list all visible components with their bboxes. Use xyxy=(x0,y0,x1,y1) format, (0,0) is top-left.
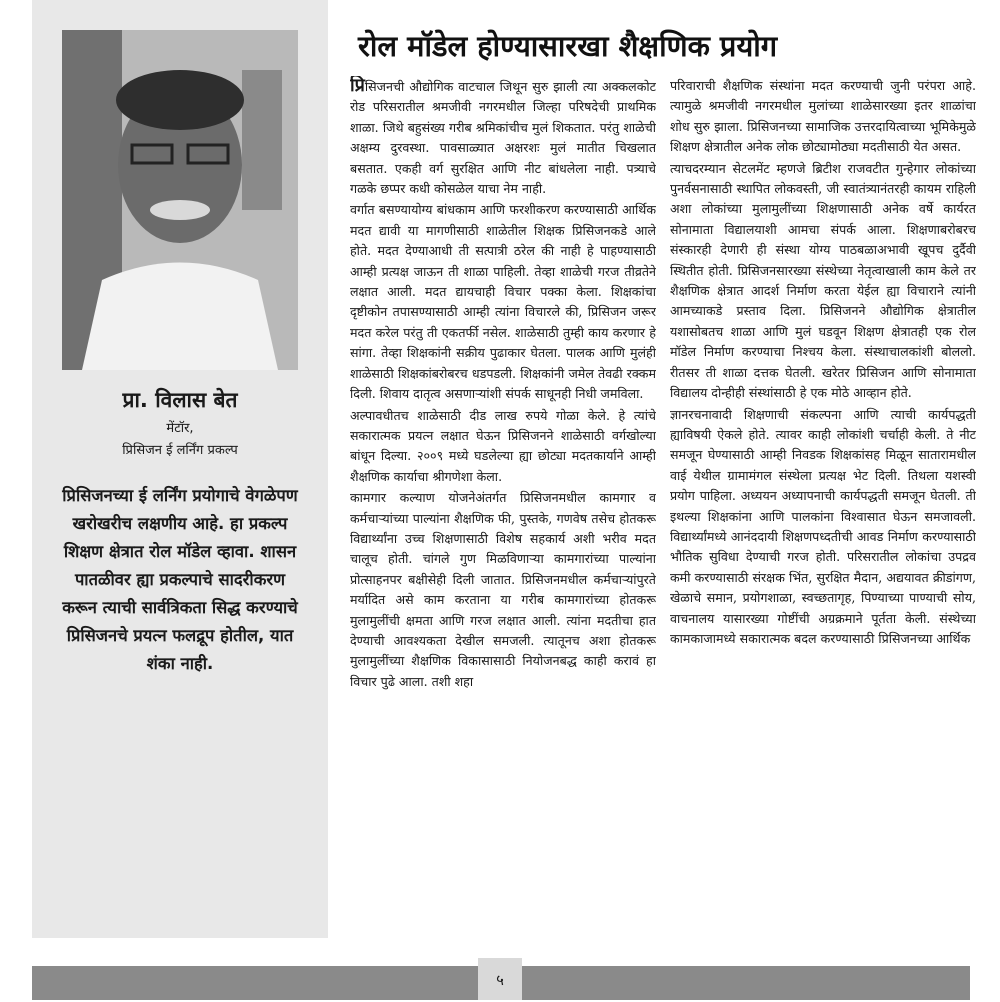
article-paragraph: ज्ञानरचनावादी शिक्षणाची संकल्पना आणि त्याची कार्यपद्धती ह्याविषयी ऐकले होते. त्यावर काही लोकांशी चर्चाही केली. ते नीट समजून घेण्यासाठी आम्ही निवडक शिक्षकांसह मिळून सातारामधील वाई येथील ग्रामामंगल संस्थेला प्रत्यक्ष भेट दिली. तिथला यशस्वी प्रयोग पाहिला. अध्ययन अध्यापनाची कार्यपद्धती समजून घेतली. ती इथल्या शिक्षकांना आणि पालकांना विश्वासात घेऊन समजावली. विद्यार्थ्यांमध्ये आनंददायी शिक्षणपध्दतीची आवड निर्माण करण्यासाठी भौतिक सुविधा देण्याची गरज होती. परिसरातील लोकांचा उपद्रव कमी करण्यासाठी संरक्षक भिंत, सुरक्षित मैदान, अद्ययावत क्रीडांगण, खेळाचे समान, प्रयोगशाळा, स्वच्छतागृह, पिण्याच्या पाण्याची सोय, वाचनालय यासारख्या गोष्टींची अग्रक्रमाने पूर्तता केली. संस्थेच्या कामकाजामध्ये सकारात्मक बदल करण्यासाठी प्रिसिजनच्या आर्थिक xyxy=(670,406,976,646)
article-paragraph: कामगार कल्याण योजनेअंतर्गत प्रिसिजनमधील कामगार व कर्मचाऱ्यांच्या पाल्यांना शैक्षणिक फी, पुस्तके, गणवेष तसेच होतकरू विद्यार्थ्यांना उच्च शिक्षणासाठी विशेष सहकार्य अशी भरीव मदत चालूच होती. चांगले गुण मिळविणाऱ्या कामगारांच्या पाल्यांना प्रोत्साहनपर बक्षीसेही दिली जातात. प्रिसिजनमधील कर्मचाऱ्यांपुरते मर्यादित असे काम करताना या गरीब कामगारांच्या होतकरू मुलामुलींची क्षमता आणि गरज लक्षात आली. त्यांना मदतीचा हात देण्याची आवश्यकता देखील समजली. त्यातूनच अशा होतकरू मुलामुलींच्या शैक्षणिक विकासासाठी नियोजनबद्ध काही करावं हा विचार पुढे आला. तशी शहा xyxy=(350,490,656,689)
pull-quote: प्रिसिजनच्या ई लर्निंग प्रयोगाचे वेगळेपण खरोखरीच लक्षणीय आहे. हा प्रकल्प शिक्षण क्षेत्रात रोल मॉडेल व्हावा. शासन पातळीवर ह्या प्रकल्पाचे सादरीकरण करून त्याची सार्वत्रिकता सिद्ध करण्याचे प्रिसिजनचे प्रयत्न फलद्रूप होतील, यात शंका नाही. xyxy=(62,486,298,673)
article-paragraph: वर्गात बसण्यायोग्य बांधकाम आणि फरशीकरण करण्यासाठी आर्थिक मदत द्यावी या मागणीसाठी शाळेतील शिक्षक प्रिसिजनकडे आले होते. मदत देण्याआधी ती सत्पात्री ठरेल की नाही हे पाहण्यासाठी आम्ही प्रत्यक्ष जाऊन ती शाळा पाहिली. तेव्हा शाळेची गरज तीव्रतेने लक्षात आली. मदत द्यायचाही विचार पक्का केला. शिक्षकांचा दृष्टीकोन तपासण्यासाठी आम्ही त्यांना विचारले की, प्रिसिजन जरूर मदत करेल परंतु ती एकतर्फी नसेल. शाळेसाठी तुम्ही काय करणार हे सांगा. तेव्हा शिक्षकांनी सक्रीय पुढाकार घेतला. पालक आणि मुलंही शाळेसाठी शिक्षकांबरोबरच धडपडली. शिक्षकांनी जमेल तेवढी रक्कम दिली. शिवाय दातृत्व असणाऱ्यांशी संपर्क साधूनही निधी जमविला. xyxy=(350,202,656,402)
article-paragraph: परिवाराची शैक्षणिक संस्थांना मदत करण्याची जुनी परंपरा आहे. त्यामुळे श्रमजीवी नगरमधील मुलांच्या शाळेसारख्या इतर शाळांचा शोध सुरु झाला. प्रिसिजनच्या सामाजिक उत्तरदायित्वाच्या भूमिकेमुळे शिक्षण क्षेत्रातील अनेक लोक छोट्यामोठ्या मदतीसाठी येत असत. xyxy=(670,78,976,155)
person-organization: प्रिसिजन ई लर्निंग प्रकल्प xyxy=(122,443,238,458)
article-paragraph: त्याचदरम्यान सेटलमेंट म्हणजे ब्रिटीश राजवटीत गुन्हेगार लोकांच्या पुनर्वसनासाठी स्थापित लोकवस्ती, जी स्वातंत्र्यानंतरही कायम राहिली अशा लोकांच्या मुलामुलींच्या शिक्षणासाठी अनेक वर्षे कार्यरत सोनामाता विद्यालयाशी आमचा संपर्क आला. शिक्षणाबरोबरच संस्कारही देणारी ही संस्था योग्य पाठबळाअभावी खूपच दुर्दैवी स्थितीत होती. प्रिसिजनसारख्या संस्थेच्या नेतृत्वाखाली काम केले तर शैक्षणिक क्षेत्रात आदर्श निर्माण करता येईल ह्या विचाराने त्यांनी आमच्याकडे प्रस्ताव दिला. प्रिसिजनने औद्योगिक क्षेत्रातील यशासोबतच शाळा आणि मुलं घडवून शिक्षण क्षेत्रातही एक रोल मॉडेल निर्माण करण्याचा निश्चय केला. संस्थाचालकांशी बोललो. रीतसर ती शाळा दत्तक घेतली. खरेतर प्रिसिजन आणि सोनामाता विद्यालय दोन्हीही संस्थांसाठी हे एक मोठे आव्हान होते. xyxy=(670,160,976,401)
article-paragraph: अल्पावधीतच शाळेसाठी दीड लाख रुपये गोळा केले. हे त्यांचे सकारात्मक प्रयत्न लक्षात घेऊन प्रिसिजनने शाळेसाठी वर्गखोल्या बांधून दिल्या. २००९ मध्ये घडलेल्या ह्या छोट्या मदतकार्याने आम्ही शैक्षणिक कार्याचा श्रीगणेशा केला. xyxy=(350,407,656,484)
sidebar-panel xyxy=(32,0,328,938)
article-column-right xyxy=(670,76,976,946)
page-number: ५ xyxy=(478,958,522,1000)
person-role: मेंटॉर, xyxy=(166,421,194,436)
article-column-left xyxy=(350,76,656,946)
paragraph-text: सिजनची औद्योगिक वाटचाल जिथून सुरु झाली त्या अक्कलकोट रोड परिसरातील श्रमजीवी नगरमधील जिल्हा परिषदेची प्राथमिक शाळा. जिथे बहुसंख्य गरीब श्रमिकांचीच मुलं शिकतात. परंतु शाळेची अक्षम्य दुरवस्था. पावसाळ्यात अक्षरशः मुलं मातीत चिखलात बसतात. एकही वर्ग सुरक्षित आणि नीट बांधलेला नाही. पत्र्याचे गळके छप्पर कधी कोसळेल याचा नेम नाही. xyxy=(350,79,656,197)
article-headline: रोल मॉडेल होण्यासारखा शैक्षणिक प्रयोग xyxy=(358,29,778,63)
portrait-image xyxy=(62,30,298,370)
portrait-photo xyxy=(62,30,298,370)
drop-cap: प्रि xyxy=(350,76,365,96)
article-paragraph xyxy=(350,76,656,199)
person-name: प्रा. विलास बेत xyxy=(122,388,238,412)
